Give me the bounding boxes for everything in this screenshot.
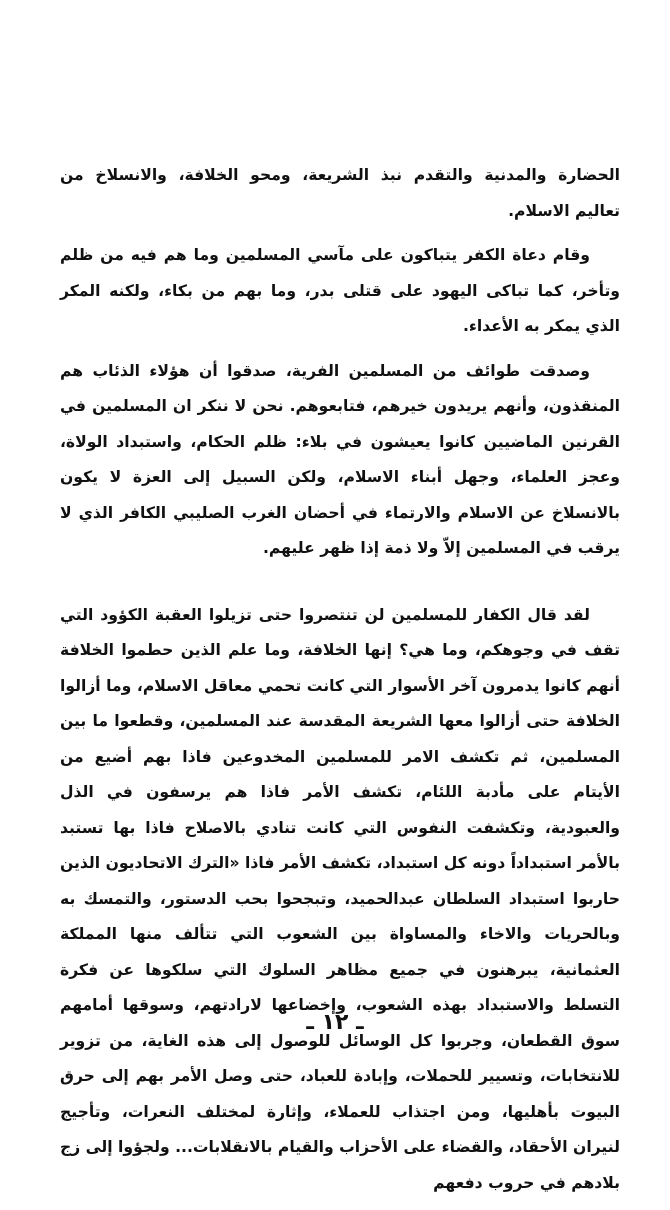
paragraph-3: وصدقت طوائف من المسلمين الفرية، صدقوا أن هؤلاء الذئاب هم المنقذون، وأنهم يريدون خيرهم، فتابعوهم. نحن لا ننكر ان المسلمين في القرنين الماضيين كانوا يعيشون في بلاء: ظلم الحكام، واستبداد الولاة، وعجز العلماء، وجهل أبناء الاسلام، ولكن السبيل إلى العزة لا يكون بالانسلاخ عن الاسلام والارتماء في أحضان الغرب الصليبي الكافر الذي لا يرقب في المسلمين إلاّ ولا ذمة إذا ظهر عليهم. — [60, 361, 620, 557]
paragraph-1: الحضارة والمدنية والتقدم نبذ الشريعة، ومحو الخلافة، والانسلاخ من تعاليم الاسلام. — [60, 166, 620, 220]
body-text — [60, 158, 620, 1210]
paragraph-4: لقد قال الكفار للمسلمين لن تنتصروا حتى تزيلوا العقبة الكؤود التي تقف في وجوهكم، وما هي؟ إنها الخلافة، وما علم الذين حطموا الخلافة أنهم كانوا يدمرون آخر الأسوار التي كانت تحمي معاقل الاسلام، وما أزالوا الخلافة حتى أزالوا معها الشريعة المقدسة عند المسلمين، وقطعوا ما بين المسلمين، ثم تكشف الامر للمسلمين المخدوعين فاذا بهم أضيع من الأيتام على مأدبة اللئام، تكشف الأمر فاذا هم يرسفون في الذل والعبودية، وتكشفت النفوس التي كانت تنادي بالاصلاح فاذا بها تستبد بالأمر استبداداً دونه كل استبداد، تكشف الأمر فاذا «الترك الاتحاديون الذين حاربوا استبداد السلطان عبدالحميد، وتبجحوا بحب الدستور، والتمسك به وبالحريات والاخاء والمساواة بين الشعوب التي تتألف منها المملكة العثمانية، يبرهنون في جميع مظاهر السلوك التي سلكوها عن فكرة التسلط والاستبداد بهذه الشعوب، وإخضاعها لارادتهم، وسوقها أمامهم سوق القطعان، وجربوا كل الوسائل للوصول إلى هذه الغاية، من تزوير للانتخابات، وتسيير للحملات، وإبادة للعباد، حتى وصل الأمر بهم إلى حرق البيوت بأهليها، ومن اجتذاب للعملاء، وإثارة لمختلف النعرات، وتأجيج لنيران الأحقاد، والقضاء على الأحزاب والقيام بالانقلابات... ولجؤوا إلى زج بلادهم في حروب دفعهم — [60, 605, 620, 1192]
page-number: ـ ١٢ ـ — [306, 1010, 364, 1035]
paragraph-2: وقام دعاة الكفر يتباكون على مآسي المسلمين وما هم فيه من ظلم وتأخر، كما تباكى اليهود على قتلى بدر، وما بهم من بكاء، ولكنه المكر الذي يمكر به الأعداء. — [60, 246, 620, 335]
